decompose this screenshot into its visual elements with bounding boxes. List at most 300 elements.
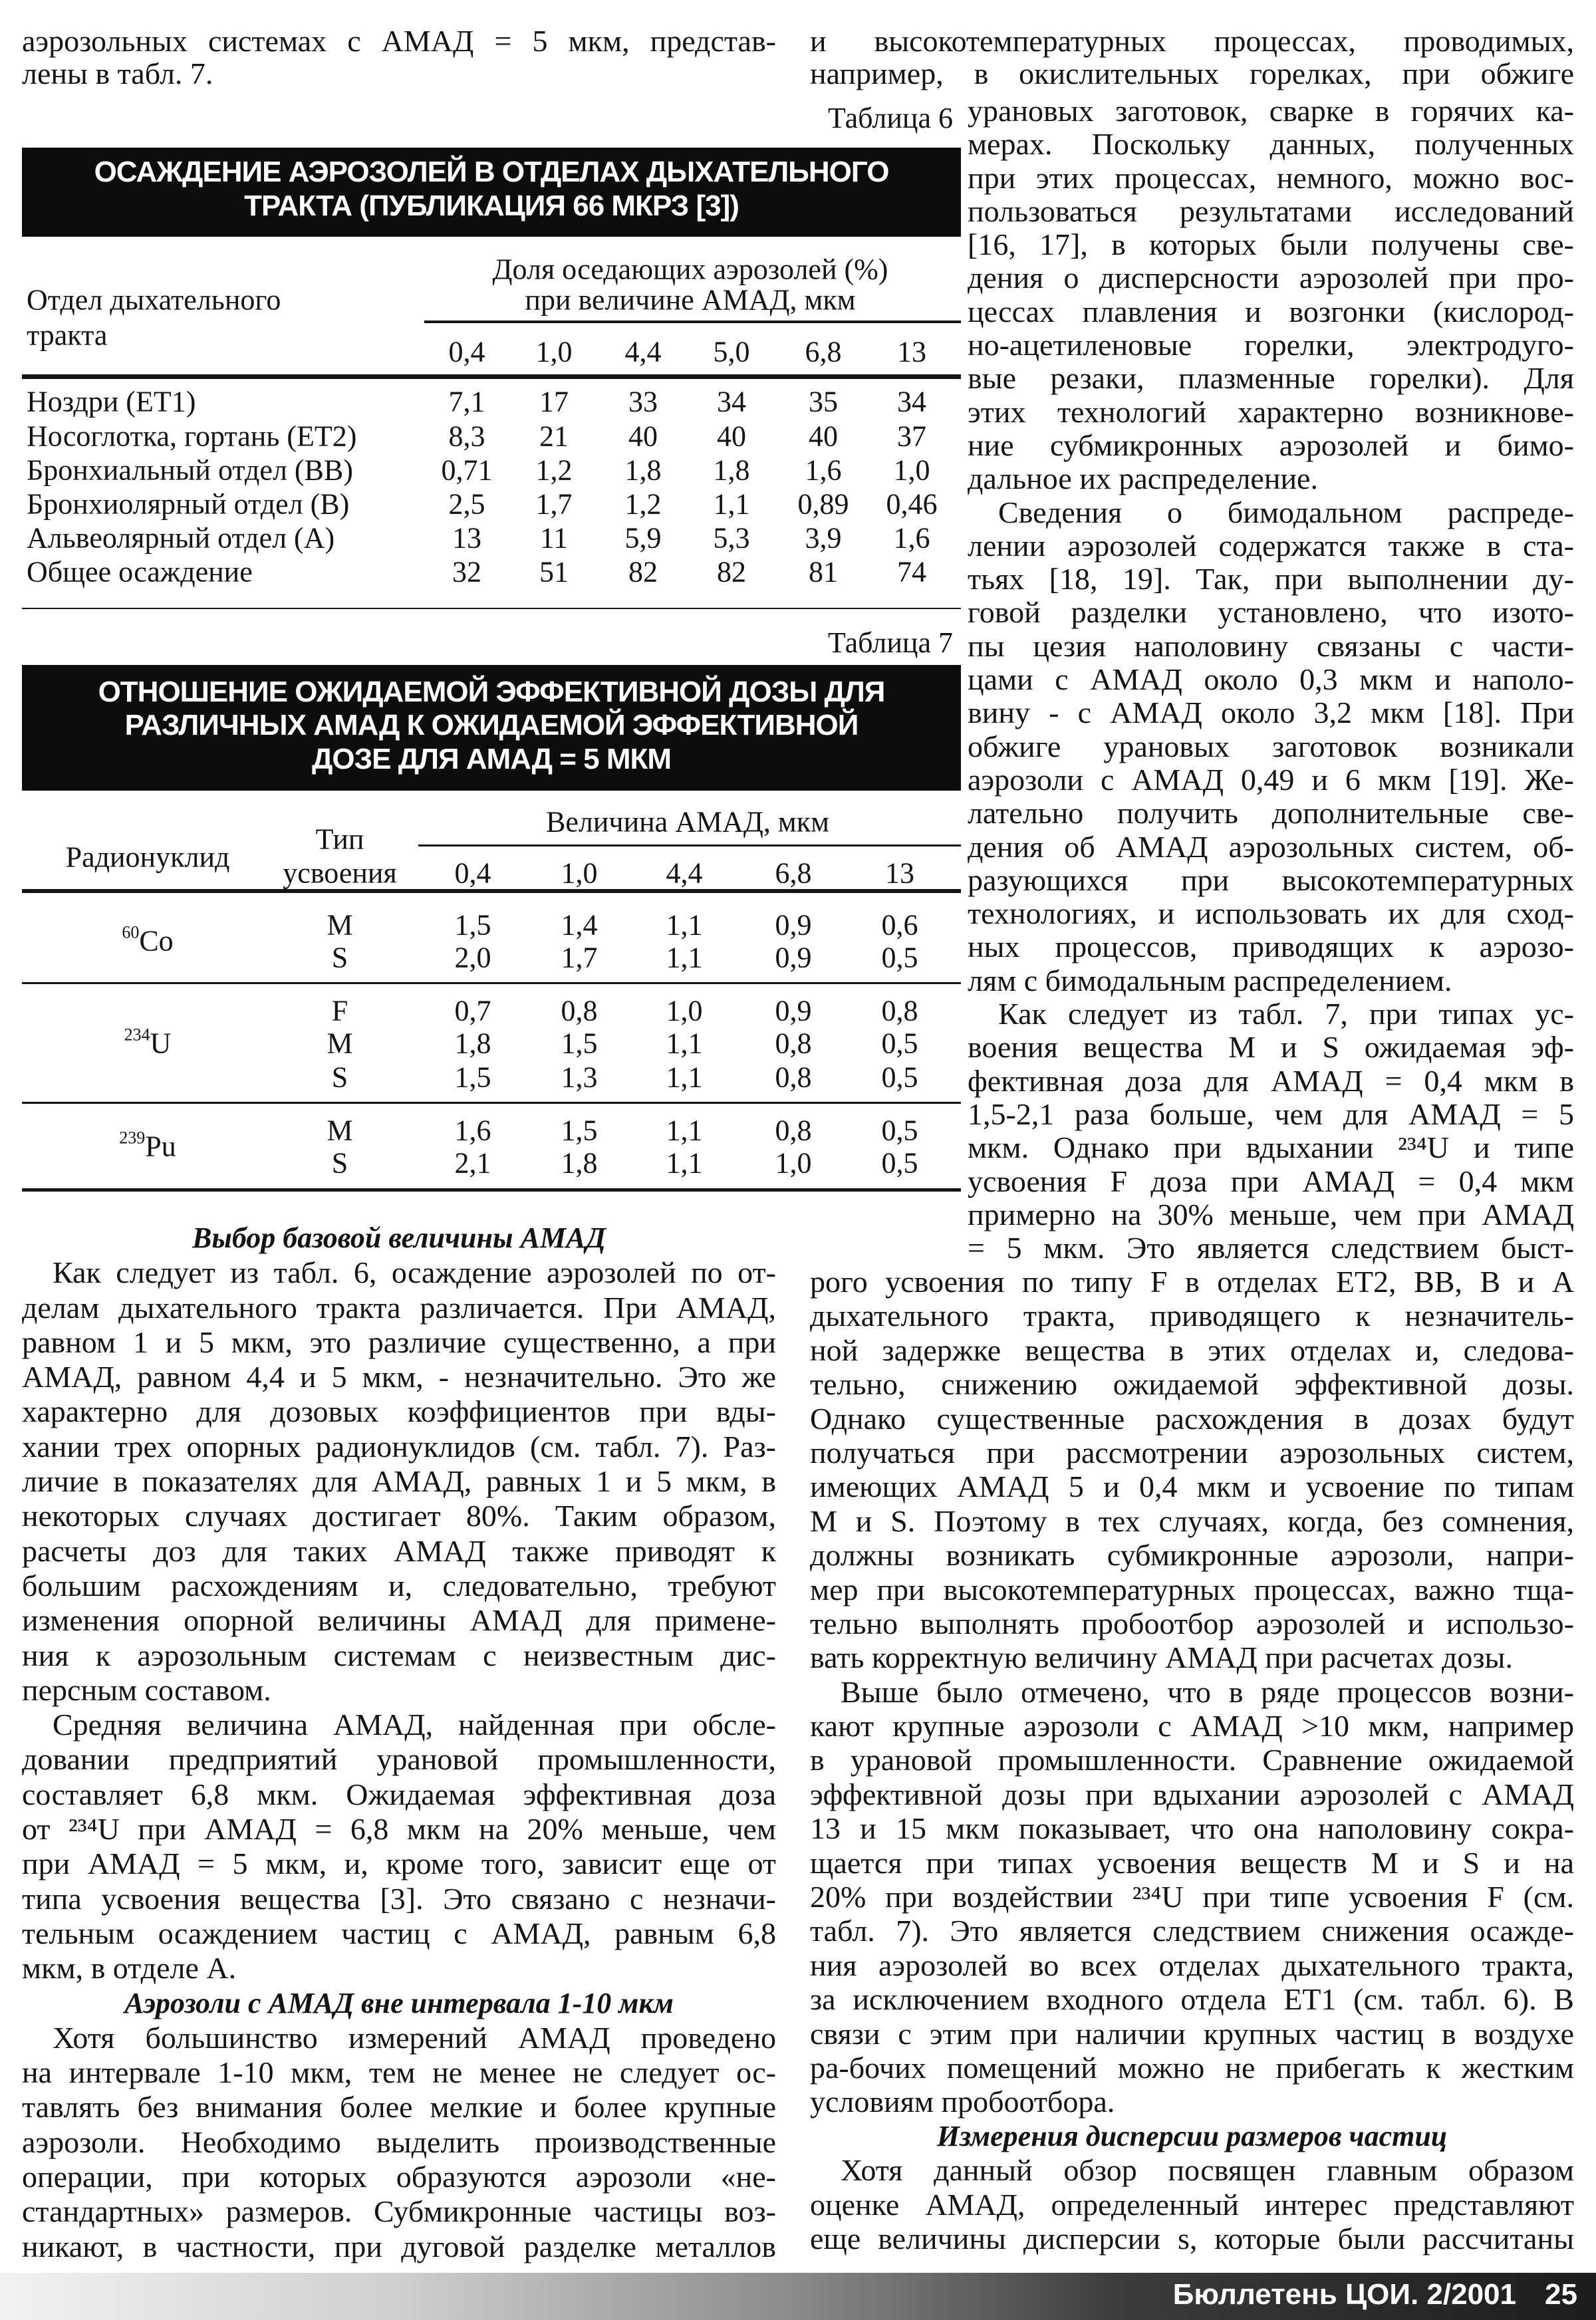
text-line-content: урановых заготовок, сварке в горячих ка- <box>968 94 1574 128</box>
text-line <box>810 1640 1574 1674</box>
text-line <box>810 1709 1574 1743</box>
text-line-content: щается при типах усвоения веществ M и S и на <box>810 1845 1574 1880</box>
text-line <box>810 1402 1574 1436</box>
text-line-content: эффективной дозы при вдыхании аэрозолей с АМАД <box>810 1777 1574 1811</box>
text-line-content: персным составом. <box>22 1672 271 1707</box>
table-cell: 0,8 <box>561 994 598 1027</box>
paragraph <box>810 2153 1574 2256</box>
table-cell: 1,5 <box>561 1027 598 1060</box>
table-cell: 7,1 <box>448 385 485 418</box>
text-line-content: характерно для дозовых коэффициентов при вды- <box>22 1394 776 1429</box>
table-cell: 1,5 <box>561 1114 598 1147</box>
table-cell: 0,7 <box>454 994 491 1027</box>
table-cell: 81 <box>809 555 838 588</box>
table-cell: 1,5 <box>454 1061 491 1094</box>
column-header: 6,8 <box>775 856 812 890</box>
column-header: 4,4 <box>624 335 662 368</box>
column-header: Радионуклид <box>65 840 230 874</box>
table-cell: 0,5 <box>881 1146 918 1180</box>
absorption-type: M <box>327 908 353 942</box>
table-cell: 2,1 <box>454 1146 491 1180</box>
text-line <box>968 1098 1574 1131</box>
table-cell: 0,8 <box>775 1114 812 1147</box>
row-label: Бронхиальный отдел (ВВ) <box>27 453 353 487</box>
text-line-content: цами с АМАД около 0,3 мкм и наполо- <box>968 662 1574 697</box>
text-line-content: пользоваться результатами исследований <box>968 193 1574 228</box>
text-line <box>810 1811 1574 1845</box>
text-line <box>968 1165 1574 1198</box>
text-line-content: но-ацетиленовые горелки, электродуго- <box>968 328 1574 362</box>
absorption-type: S <box>331 1061 348 1094</box>
text-line <box>968 797 1574 830</box>
element-symbol: Pu <box>145 1130 176 1163</box>
text-line-content: Сведения о бимодальном распреде- <box>998 495 1574 529</box>
text-line <box>968 529 1574 563</box>
table-cell: 34 <box>897 385 926 418</box>
table-rule <box>22 1188 961 1192</box>
absorption-type: F <box>331 994 348 1027</box>
text-line <box>22 1534 776 1569</box>
text-line <box>22 1360 776 1394</box>
text-line-content: расчеты доз для таких АМАД также приводят к <box>22 1533 776 1568</box>
text-line <box>968 128 1574 161</box>
text-line-content: лении аэрозолей содержатся также в ста- <box>968 528 1574 563</box>
table-rule <box>22 982 961 984</box>
table-cell: 37 <box>897 420 926 453</box>
text-line <box>968 630 1574 663</box>
text-line-content: ной задержке вещества в этих отделах и, следова- <box>810 1333 1574 1367</box>
text-line <box>810 1846 1574 1880</box>
table-7-title-line <box>22 709 961 742</box>
text-line <box>22 1916 776 1951</box>
text-line-content: связи с этим при наличии крупных частиц в воздухе <box>810 2016 1574 2051</box>
text-line <box>22 1742 776 1777</box>
text-line-content: фективная доза для АМАД = 0,4 мкм в <box>968 1063 1574 1098</box>
text-line-content: лены в табл. 7. <box>22 57 213 90</box>
text-line <box>22 2125 776 2160</box>
text-line <box>968 195 1574 228</box>
text-line <box>810 2051 1574 2085</box>
left-column-top-text <box>22 25 776 90</box>
column-header: 13 <box>897 335 926 368</box>
text-line <box>810 2017 1574 2051</box>
text-line-content: делам дыхательного тракта различается. При АМАД, <box>22 1290 776 1325</box>
paragraph <box>22 25 776 90</box>
text-line-content: Выше было отмечено, что в ряде процессов возни- <box>841 1674 1574 1709</box>
paragraph <box>968 496 1574 997</box>
table-7-caption: Таблица 7 <box>827 626 953 659</box>
paragraph <box>810 25 1574 90</box>
absorption-type: M <box>327 1114 353 1147</box>
text-line <box>968 496 1574 529</box>
text-line-content: тьях [18, 19]. Так, при выполнении ду- <box>968 562 1574 596</box>
text-line <box>968 429 1574 462</box>
mass-number: 60 <box>122 922 140 942</box>
table-cell: 0,8 <box>881 994 918 1027</box>
table-cell: 1,6 <box>454 1114 491 1147</box>
table-cell: 1,1 <box>666 908 703 942</box>
text-line <box>810 1948 1574 1982</box>
table-cell: 40 <box>717 420 746 453</box>
row-header: Отдел дыхательного <box>27 283 281 317</box>
table-rule <box>22 889 961 893</box>
table-cell: 1,4 <box>561 908 598 942</box>
table-cell: 8,3 <box>448 420 485 453</box>
table-cell: 3,9 <box>805 521 842 555</box>
column-group-header: Доля оседающих аэрозолей (%) <box>492 253 888 286</box>
right-column-narrow-text <box>968 94 1574 1265</box>
table-cell: 34 <box>717 385 746 418</box>
journal-title: Бюллетень ЦОИ. 2/2001 <box>1172 2278 1516 2311</box>
text-line <box>968 663 1574 696</box>
table-cell: 1,2 <box>535 453 573 487</box>
table-cell: 1,6 <box>893 521 930 555</box>
text-line-content: ние субмикронных аэрозолей и бимо- <box>968 428 1574 462</box>
table-cell: 2,5 <box>448 487 485 521</box>
text-line <box>968 997 1574 1031</box>
element-symbol: U <box>150 1027 172 1060</box>
text-line-content: некоторых случаях достигает 80%. Таким образом, <box>22 1499 776 1533</box>
column-header: 0,4 <box>448 335 485 368</box>
table-cell: 0,5 <box>881 1027 918 1060</box>
text-line-content: усвоения F доза при АМАД = 0,4 мкм <box>968 1164 1574 1198</box>
table-cell: 13 <box>452 521 481 555</box>
text-line <box>22 2194 776 2229</box>
table-rule <box>22 1102 961 1104</box>
text-line-content: мерах. Поскольку данных, полученных <box>968 127 1574 162</box>
text-line <box>968 1231 1574 1265</box>
radionuclide-label <box>122 924 173 958</box>
paragraph <box>968 94 1574 496</box>
text-line-content: хании трех опорных радионуклидов (см. табл. 7). Раз- <box>22 1429 776 1464</box>
text-line <box>810 1333 1574 1367</box>
table-cell: 1,7 <box>535 487 573 521</box>
text-line <box>968 1131 1574 1164</box>
table-cell: 82 <box>628 555 658 588</box>
text-line <box>810 1914 1574 1948</box>
table-7-title-line <box>22 676 961 709</box>
table-cell: 0,46 <box>886 487 938 521</box>
table-cell: 0,6 <box>881 908 918 942</box>
text-line-content: АМАД, равном 4,4 и 5 мкм, - незначительно. Это же <box>22 1360 776 1394</box>
text-line-content: никают, в частности, при дуговой разделке металлов <box>22 2229 776 2263</box>
text-line-content: дальное их распределение. <box>968 461 1318 496</box>
text-line-content: ния аэрозолей во всех отделах дыхательного тракта, <box>810 1948 1574 1982</box>
text-line <box>968 730 1574 763</box>
text-line <box>968 1065 1574 1098</box>
text-line-content: лям с бимодальным распределением. <box>968 963 1452 997</box>
text-line-content: личие в показателях для АМАД, равных 1 и 5 мкм, в <box>22 1464 776 1499</box>
text-line-content: M и S. Поэтому в тех случаях, когда, без сомнения, <box>810 1503 1574 1538</box>
text-line-content: примерно на 30% меньше, чем при АМАД <box>968 1197 1574 1231</box>
text-line-content: табл. 7). Это является следствием снижения осажде- <box>810 1914 1574 1948</box>
text-line-content: оценке АМАД, определенный интерес представляют <box>810 2187 1574 2222</box>
text-line-content: большим расхождениям и, следовательно, требуют <box>22 1568 776 1603</box>
text-line <box>22 1569 776 1603</box>
text-line-content: 13 и 15 мкм показывает, что она наполовину сокра- <box>810 1811 1574 1846</box>
text-line <box>22 1951 776 1986</box>
text-line-content: [16, 17], в которых были получены све- <box>968 227 1574 262</box>
text-line <box>810 1299 1574 1333</box>
paragraph <box>968 997 1574 1265</box>
paragraph <box>22 1255 776 1708</box>
table-cell: 1,0 <box>893 453 930 487</box>
table-cell: 0,9 <box>775 994 812 1027</box>
table-cell: 0,8 <box>775 1061 812 1094</box>
table-cell: 33 <box>628 385 658 418</box>
title-text: ТРАКТА (ПУБЛИКАЦИЯ 66 МКРЗ [3]) <box>244 190 739 222</box>
table-cell: 11 <box>539 521 569 555</box>
text-line <box>22 1673 776 1708</box>
text-line <box>810 1436 1574 1470</box>
text-line-content: дыхательного тракта, приводящего к незначитель- <box>810 1299 1574 1333</box>
page-number: 25 <box>1545 2278 1577 2311</box>
table-cell: 1,1 <box>666 941 703 974</box>
text-line <box>810 1880 1574 1914</box>
text-line <box>22 1430 776 1464</box>
text-line-content: мкм. Однако при вдыхании ²³⁴U и типе <box>968 1130 1574 1165</box>
text-line <box>968 964 1574 997</box>
table-cell: 1,8 <box>713 453 750 487</box>
text-line <box>968 362 1574 395</box>
text-line-content: изменения опорной величины АМАД для примене- <box>22 1603 776 1638</box>
text-line <box>22 2055 776 2090</box>
text-line-content: ра-бочих помещений можно не прибегать к жестким <box>810 2050 1574 2085</box>
text-line-content: равном 1 и 5 мкм, это различие существенно, а при <box>22 1325 776 1359</box>
column-group-header: Величина АМАД, мкм <box>546 805 829 838</box>
row-label: Альвеолярный отдел (А) <box>27 521 335 555</box>
text-line <box>22 2021 776 2055</box>
paragraph <box>810 1675 1574 2119</box>
table-cell: 1,6 <box>805 453 842 487</box>
footer-band <box>0 2273 1596 2320</box>
title-text: ОТНОШЕНИЕ ОЖИДАЕМОЙ ЭФФЕКТИВНОЙ ДОЗЫ ДЛЯ <box>98 676 885 708</box>
absorption-type: S <box>331 1146 348 1180</box>
section-heading-text: Аэрозоли с АМАД вне интервала 1-10 мкм <box>124 1986 674 2019</box>
text-line-content: Как следует из табл. 7, при типах ус- <box>998 997 1574 1031</box>
text-line-content: составляет 6,8 мкм. Ожидаемая эффективная доза <box>22 1777 776 1811</box>
radionuclide-label <box>124 1027 172 1061</box>
text-line-content: ния к аэрозольным системам с неизвестным дис- <box>22 1638 776 1672</box>
table-cell: 5,9 <box>624 521 662 555</box>
section-heading-text: Измерения дисперсии размеров частиц <box>936 2119 1448 2152</box>
table-cell: 1,1 <box>666 1027 703 1060</box>
text-line-content: в урановой промышленности. Сравнение ожидаемой <box>810 1743 1574 1777</box>
left-column-lower-text <box>22 1221 776 2264</box>
text-line-content: и высокотемпературных процессах, проводимых, <box>810 24 1574 58</box>
table-6-caption: Таблица 6 <box>827 102 953 134</box>
text-line-content: = 5 мкм. Это является следствием быст- <box>968 1231 1574 1265</box>
text-line <box>810 1675 1574 1709</box>
table-cell: 5,3 <box>713 521 750 555</box>
element-symbol: Co <box>139 924 174 958</box>
table-cell: 0,5 <box>881 1114 918 1147</box>
text-line-content: Хотя большинство измерений АМАД проведено <box>53 2020 776 2055</box>
table-rule <box>22 374 961 379</box>
text-line-content: тельно выполнять пробоотбор аэрозолей и использо- <box>810 1606 1574 1640</box>
row-label: Бронхиолярный отдел (В) <box>27 487 350 521</box>
table-cell: 82 <box>717 555 746 588</box>
text-line-content: тельно, снижению ожидаемой эффективной дозы. <box>810 1367 1574 1402</box>
text-line <box>810 2153 1574 2187</box>
text-line <box>968 696 1574 729</box>
radionuclide-label <box>119 1130 176 1164</box>
text-line <box>968 831 1574 864</box>
column-header: Тип <box>315 823 364 856</box>
table-cell: 0,9 <box>775 941 812 974</box>
text-line-content: от ²³⁴U при АМАД = 6,8 мкм на 20% меньше, чем <box>22 1812 776 1847</box>
text-line-content: имеющих АМАД 5 и 0,4 мкм и усвоение по типам <box>810 1470 1574 1504</box>
paragraph <box>22 1708 776 1986</box>
text-line-content: лательно получить дополнительные све- <box>968 796 1574 831</box>
table-cell: 1,1 <box>666 1114 703 1147</box>
table-cell: 0,9 <box>775 908 812 942</box>
row-header: тракта <box>27 319 108 352</box>
column-group-header: при величине АМАД, мкм <box>525 283 856 317</box>
absorption-type: M <box>327 1027 353 1060</box>
row-label: Ноздри (ЕТ1) <box>27 385 196 418</box>
text-line-content: еще величины дисперсии s, которые были рассчитаны <box>810 2221 1574 2256</box>
text-line-content: воения вещества M и S ожидаемая эф- <box>968 1030 1574 1065</box>
text-line <box>810 1470 1574 1503</box>
text-line <box>22 1603 776 1638</box>
text-line <box>810 1777 1574 1811</box>
text-line-content: условиям пробоотбора. <box>810 2085 1115 2119</box>
table-cell: 1,1 <box>666 1061 703 1094</box>
column-header: 4,4 <box>666 856 703 890</box>
text-line <box>22 1394 776 1429</box>
table-6-title-line <box>22 156 961 189</box>
table-6-title-box <box>22 148 961 237</box>
text-line-content: мкм, в отделе А. <box>22 1951 237 1986</box>
text-line-content: Как следует из табл. 6, осаждение аэрозолей по от- <box>53 1255 776 1290</box>
table-cell: 40 <box>628 420 658 453</box>
text-line <box>22 2230 776 2264</box>
text-line <box>968 563 1574 596</box>
text-line <box>22 1291 776 1325</box>
table-cell: 1,0 <box>666 994 703 1027</box>
right-column-top-text <box>810 25 1574 90</box>
text-line <box>810 25 1574 57</box>
text-line <box>810 1367 1574 1401</box>
text-line-content: технологиях, и использовать их для сход- <box>968 896 1574 931</box>
section-heading-text: Выбор базовой величины АМАД <box>192 1222 606 1254</box>
text-line-content: дения о дисперсности аэрозолей при про- <box>968 261 1574 295</box>
absorption-type: S <box>331 941 348 974</box>
table-rule <box>418 844 961 846</box>
table-cell: 0,5 <box>881 941 918 974</box>
title-text: ДОЗЕ ДЛЯ АМАД = 5 МКМ <box>312 743 671 775</box>
text-line <box>968 1198 1574 1231</box>
right-column-lower-text <box>810 1265 1574 2256</box>
table-cell: 1,8 <box>454 1027 491 1060</box>
table-7-title-box <box>22 665 961 791</box>
text-line <box>810 2188 1574 2222</box>
table-cell: 2,0 <box>454 941 491 974</box>
text-line <box>810 2222 1574 2256</box>
table-cell: 0,89 <box>797 487 849 521</box>
text-line-content: Хотя данный обзор посвящен главным образом <box>841 2153 1574 2188</box>
title-text: РАЗЛИЧНЫХ АМАД К ОЖИДАЕМОЙ ЭФФЕКТИВНОЙ <box>124 709 859 741</box>
text-line <box>810 2085 1574 2119</box>
text-line <box>22 25 776 57</box>
text-line-content: обжиге урановых заготовок возникали <box>968 729 1574 763</box>
section-heading <box>22 1221 776 1255</box>
table-cell: 1,5 <box>454 908 491 942</box>
column-header: 13 <box>885 856 914 890</box>
column-header: 0,4 <box>454 856 491 890</box>
text-line-content: Средняя величина АМАД, найденная при обсле- <box>53 1708 776 1742</box>
table-cell: 0,8 <box>775 1027 812 1060</box>
text-line <box>810 1504 1574 1538</box>
text-line <box>810 57 1574 90</box>
text-line <box>968 897 1574 930</box>
text-line-content: мер при высокотемпературных процессах, важно тща- <box>810 1572 1574 1607</box>
table-cell: 32 <box>452 555 481 588</box>
text-line-content: за исключением входного отдела ЕТ1 (см. табл. 6). В <box>810 1982 1574 2017</box>
text-line-content: тавлять без внимания более мелкие и более крупные <box>22 2090 776 2125</box>
paragraph <box>22 2021 776 2264</box>
section-heading <box>22 1986 776 2021</box>
table-cell: 21 <box>539 420 569 453</box>
text-line <box>810 1265 1574 1299</box>
text-line <box>968 295 1574 328</box>
column-header: усвоения <box>283 856 397 890</box>
text-line-content: говой разделки установлено, что изото- <box>968 595 1574 630</box>
text-line <box>968 462 1574 495</box>
row-label: Носоглотка, гортань (ЕТ2) <box>27 420 357 453</box>
text-line <box>22 1882 776 1916</box>
table-cell: 1,7 <box>561 941 598 974</box>
text-line-content: Однако существенные расхождения в дозах будут <box>810 1401 1574 1436</box>
table-rule <box>424 321 961 323</box>
text-line-content: вать корректную величину АМАД при расчетах дозы. <box>810 1640 1513 1675</box>
table-cell: 0,5 <box>881 1061 918 1094</box>
text-line <box>22 57 776 90</box>
text-line <box>22 1499 776 1533</box>
text-line-content: рого усвоения по типу F в отделах ЕТ2, ВВ, В и А <box>810 1265 1574 1299</box>
column-header: 1,0 <box>561 856 598 890</box>
text-line-content: дения об АМАД аэрозольных систем, об- <box>968 829 1574 864</box>
text-line <box>22 1708 776 1742</box>
section-heading <box>810 2119 1574 2153</box>
text-line-content: ных процессов, приводящих к аэрозо- <box>968 930 1574 964</box>
table-cell: 17 <box>539 385 569 418</box>
text-line <box>810 1607 1574 1640</box>
text-line <box>968 864 1574 897</box>
text-line-content: при АМАД = 5 мкм, и, кроме того, зависит еще от <box>22 1847 776 1881</box>
text-line <box>968 228 1574 261</box>
text-line-content: аэрозоли. Необходимо выделить производственные <box>22 2125 776 2159</box>
table-cell: 1,8 <box>624 453 662 487</box>
text-line-content: получаться при рассмотрении аэрозольных систем, <box>810 1435 1574 1470</box>
table-cell: 40 <box>809 420 838 453</box>
text-line-content: стандартных» размеров. Субмикронные частицы воз- <box>22 2194 776 2229</box>
text-line-content: при этих процессах, немного, можно вос- <box>968 160 1574 195</box>
title-text: ОСАЖДЕНИЕ АЭРОЗОЛЕЙ В ОТДЕЛАХ ДЫХАТЕЛЬНОГО <box>94 156 889 188</box>
text-line <box>968 930 1574 964</box>
table-7-title-line <box>22 743 961 776</box>
mass-number: 234 <box>124 1025 150 1045</box>
text-line-content: цессах плавления и возгонки (кислород- <box>968 294 1574 328</box>
text-line-content: аэрозольных системах с АМАД = 5 мкм, представ- <box>22 24 776 58</box>
text-line <box>810 1743 1574 1777</box>
text-line <box>22 1812 776 1847</box>
text-line <box>22 1255 776 1290</box>
text-line <box>22 1777 776 1812</box>
text-line <box>810 1538 1574 1572</box>
text-line-content: 1,5-2,1 раза больше, чем для АМАД = 5 <box>968 1096 1574 1131</box>
